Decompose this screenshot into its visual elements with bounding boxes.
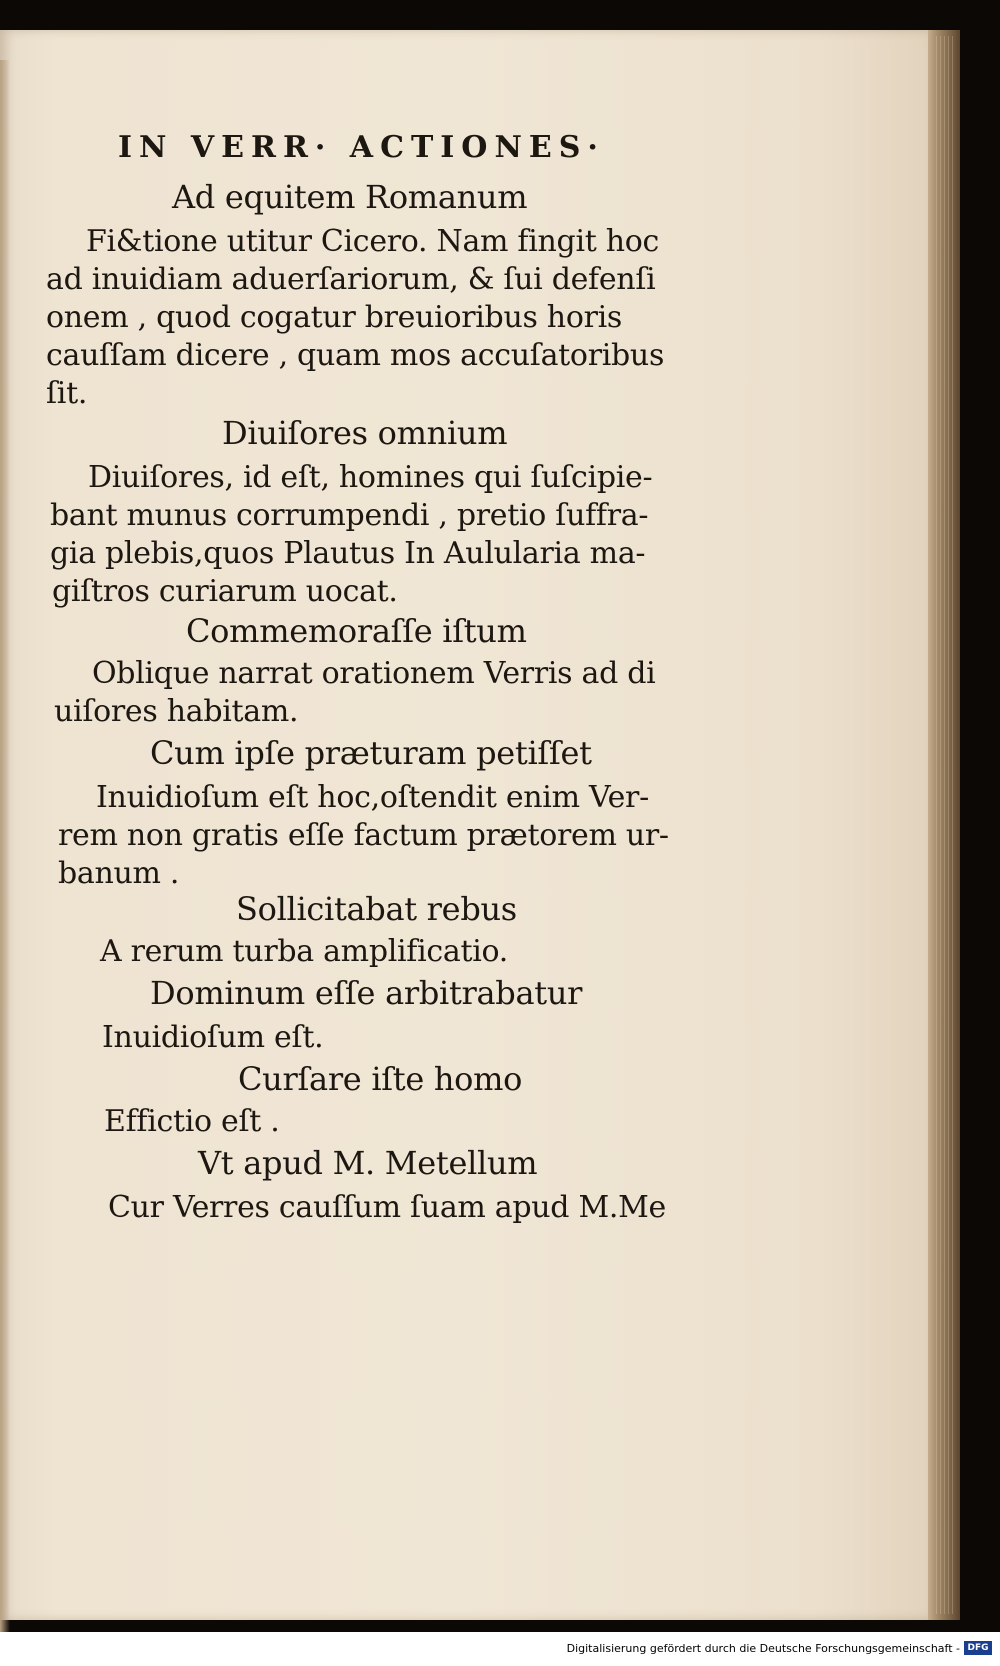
text-line: ſit. (46, 376, 88, 411)
text-line: bant munus corrumpendi , pretio ſuffra- (50, 498, 649, 533)
digitization-credit: Digitalisierung gefördert durch die Deutsche Forschungsgemeinschaft - (566, 1642, 960, 1655)
text-line: uiſores habitam. (54, 694, 299, 729)
text-line: A rerum turba amplificatio. (100, 934, 509, 969)
text-line: Oblique narrat orationem Verris ad di (92, 656, 656, 691)
text-line: giſtros curiarum uocat. (52, 574, 398, 609)
text-line: Diuiſores, id eſt, homines qui ſuſcipie- (88, 460, 653, 495)
text-line: cauſſam dicere , quam mos accuſatoribus (46, 338, 665, 373)
text-line: Fi&tione utitur Cicero. Nam fingit hoc (86, 224, 660, 259)
dfg-logo: DFG (964, 1641, 992, 1655)
book-page (0, 30, 928, 1620)
page-text (0, 30, 928, 1620)
text-line: Effictio eſt . (104, 1104, 280, 1139)
heading-ut-apud: Vt apud M. Metellum (198, 1144, 538, 1182)
text-line: rem non gratis eſſe factum prætorem ur- (58, 818, 669, 853)
running-head: IN VERR· ACTIONES· (118, 130, 605, 165)
text-line: ad inuidiam aduerſariorum, & ſui defenſi (46, 262, 656, 297)
heading-cursare: Curſare iſte homo (238, 1060, 523, 1098)
heading-diuisores: Diuiſores omnium (222, 414, 508, 452)
fore-edge-texture (936, 36, 954, 1614)
heading-sollicitabat: Sollicitabat rebus (236, 890, 517, 928)
text-line: onem , quod cogatur breuioribus horis (46, 300, 623, 335)
text-line: Inuidioſum eſt. (102, 1020, 324, 1055)
text-line: banum . (58, 856, 180, 891)
text-line: Cur Verres cauſſum ſuam apud M.Me (108, 1190, 666, 1225)
heading-cum-ipse: Cum ipſe præturam petiſſet (150, 734, 592, 772)
heading-ad-equitem: Ad equitem Romanum (172, 178, 528, 216)
heading-commemorasse: Commemoraſſe iſtum (186, 612, 527, 650)
text-line: gia plebis,quos Plautus In Aulularia ma- (50, 536, 646, 571)
text-line: Inuidioſum eſt hoc,oſtendit enim Ver- (96, 780, 649, 815)
heading-dominum: Dominum eſſe arbitrabatur (150, 974, 583, 1012)
